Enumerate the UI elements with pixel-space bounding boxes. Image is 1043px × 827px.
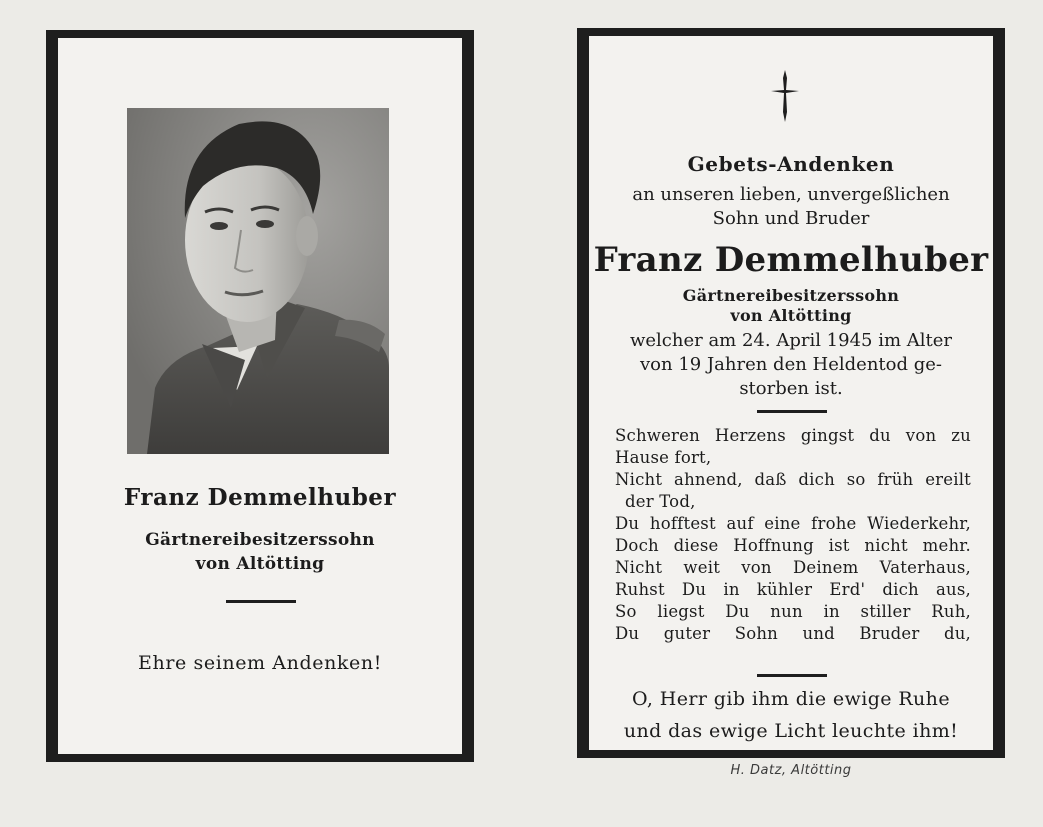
prayer-line-1: O, Herr gib ihm die ewige Ruhe [632,688,950,710]
printer-imprint: H. Datz, Altötting [730,763,852,778]
portrait-photo [127,108,389,454]
poem-line: Nicht ahnend, daß dich so früh ereilt [615,470,971,489]
left-origin: von Altötting [195,554,325,574]
right-origin: von Altötting [730,306,852,325]
intro-line-1: an unseren lieben, unvergeßlichen [632,184,950,205]
poem-line: So liegst Du nun in stiller Ruh, [615,602,971,621]
right-divider-bottom [757,674,827,677]
left-memorial-card [46,30,474,762]
death-line-3: storben ist. [739,378,843,399]
poem-line: Schweren Herzens gingst du von zu [615,426,971,445]
card-heading: Gebets-Andenken [687,152,895,176]
right-divider-top [757,410,827,413]
poem-line: Ruhst Du in kühler Erd' dich aus, [615,580,971,599]
death-line-1: welcher am 24. April 1945 im Alter [629,330,953,351]
prayer-line-2: und das ewige Licht leuchte ihm! [623,720,959,742]
poem-line: der Tod, [625,492,696,511]
left-name: Franz Demmelhuber [123,484,397,511]
right-memorial-card [577,28,1005,758]
death-line-2: von 19 Jahren den Heldentod ge- [640,354,942,375]
deceased-name: Franz Demmelhuber [593,240,989,280]
intro-line-2: Sohn und Bruder [712,208,870,229]
right-occupation: Gärtnereibesitzerssohn [682,286,900,305]
poem-line: Doch diese Hoffnung ist nicht mehr. [615,536,971,555]
left-closing: Ehre seinem Andenken! [138,652,382,674]
cross-icon [769,68,801,124]
poem-line: Nicht weit von Deinem Vaterhaus, [615,558,971,577]
poem-line: Hause fort, [615,448,712,467]
left-occupation: Gärtnereibesitzerssohn [145,530,375,550]
portrait-photo-icon [127,108,389,454]
left-divider [226,600,296,603]
poem-line: Du guter Sohn und Bruder du, [615,624,971,643]
poem-line: Du hofftest auf eine frohe Wiederkehr, [615,514,971,533]
